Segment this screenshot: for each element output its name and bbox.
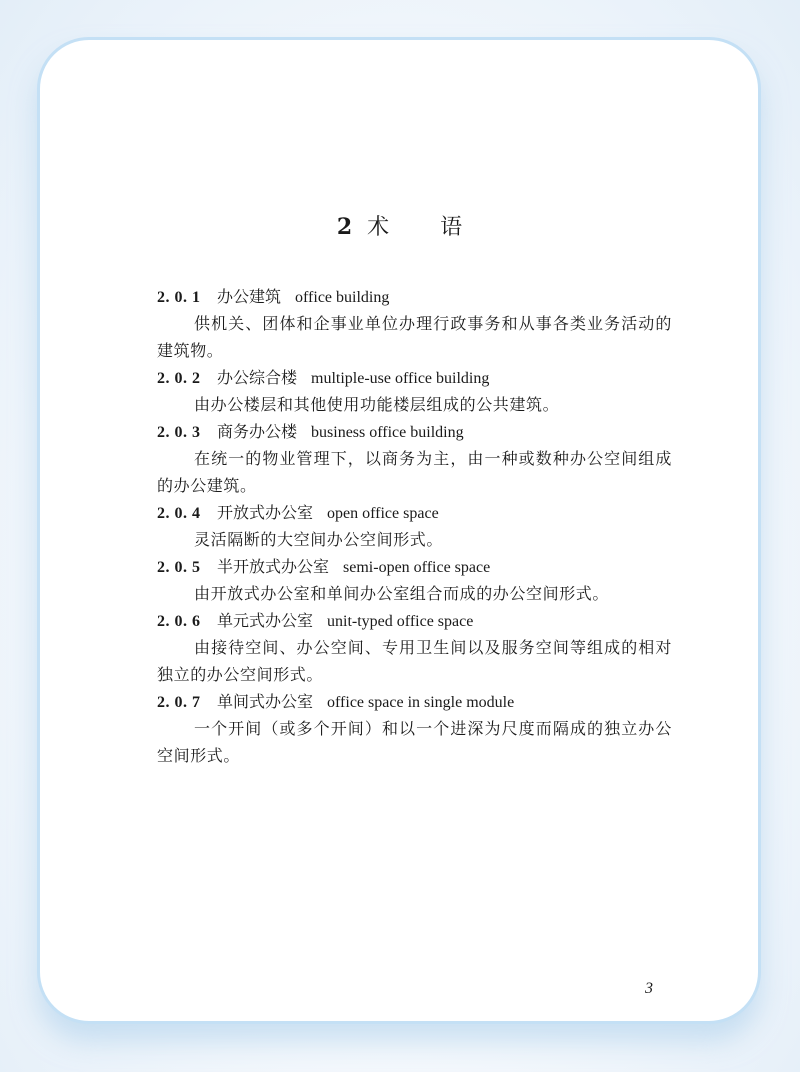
- term-english: business office building: [311, 424, 464, 441]
- term-heading: [157, 688, 672, 715]
- terms-list: [157, 283, 672, 769]
- term-number: 2. 0. 7: [157, 694, 201, 711]
- term-number: 2. 0. 2: [157, 370, 201, 387]
- term-entry: [157, 607, 672, 688]
- term-entry: [157, 364, 672, 418]
- term-number: 2. 0. 5: [157, 559, 201, 576]
- term-heading: [157, 499, 672, 526]
- term-entry: [157, 418, 672, 499]
- term-definition: 供机关、团体和企事业单位办理行政事务和从事各类业务活动的建筑物。: [157, 314, 672, 360]
- term-english: multiple-use office building: [311, 370, 490, 387]
- term-entry: [157, 499, 672, 553]
- term-definition: 在统一的物业管理下，以商务为主，由一种或数种办公空间组成的办公建筑。: [157, 449, 672, 495]
- term-definition: 由办公楼层和其他使用功能楼层组成的公共建筑。: [194, 395, 560, 414]
- term-definition: 由开放式办公室和单间办公室组合而成的办公空间形式。: [194, 584, 610, 603]
- term-chinese: 单间式办公室: [217, 692, 314, 711]
- term-entry: [157, 553, 672, 607]
- page-number: 3: [645, 980, 653, 997]
- term-heading: [157, 364, 672, 391]
- term-english: unit-typed office space: [327, 613, 474, 630]
- term-chinese: 半开放式办公室: [217, 557, 330, 576]
- term-chinese: 办公建筑: [217, 287, 282, 306]
- term-heading: [157, 553, 672, 580]
- chapter-number: 2: [336, 214, 354, 240]
- term-english: office space in single module: [327, 694, 515, 711]
- chapter-title-char-2: 语: [440, 215, 464, 240]
- term-number: 2. 0. 4: [157, 505, 201, 522]
- term-number: 2. 0. 3: [157, 424, 201, 441]
- term-chinese: 办公综合楼: [217, 368, 298, 387]
- term-definition: 一个开间（或多个开间）和以一个进深为尺度而隔成的独立办公空间形式。: [157, 719, 672, 765]
- term-chinese: 单元式办公室: [217, 611, 314, 630]
- term-english: office building: [295, 289, 390, 306]
- term-heading: [157, 418, 672, 445]
- term-heading: [157, 283, 672, 310]
- term-entry: [157, 688, 672, 769]
- term-number: 2. 0. 6: [157, 613, 201, 630]
- chapter-title-char-1: 术: [367, 215, 391, 240]
- term-entry: [157, 283, 672, 364]
- term-heading: [157, 607, 672, 634]
- term-chinese: 开放式办公室: [217, 503, 314, 522]
- term-definition: 由接待空间、办公空间、专用卫生间以及服务空间等组成的相对独立的办公空间形式。: [157, 638, 672, 684]
- chapter-heading: [0, 210, 800, 241]
- term-chinese: 商务办公楼: [217, 422, 298, 441]
- term-definition: 灵活隔断的大空间办公空间形式。: [194, 530, 444, 549]
- term-english: open office space: [327, 505, 439, 522]
- term-number: 2. 0. 1: [157, 289, 201, 306]
- term-english: semi-open office space: [343, 559, 491, 576]
